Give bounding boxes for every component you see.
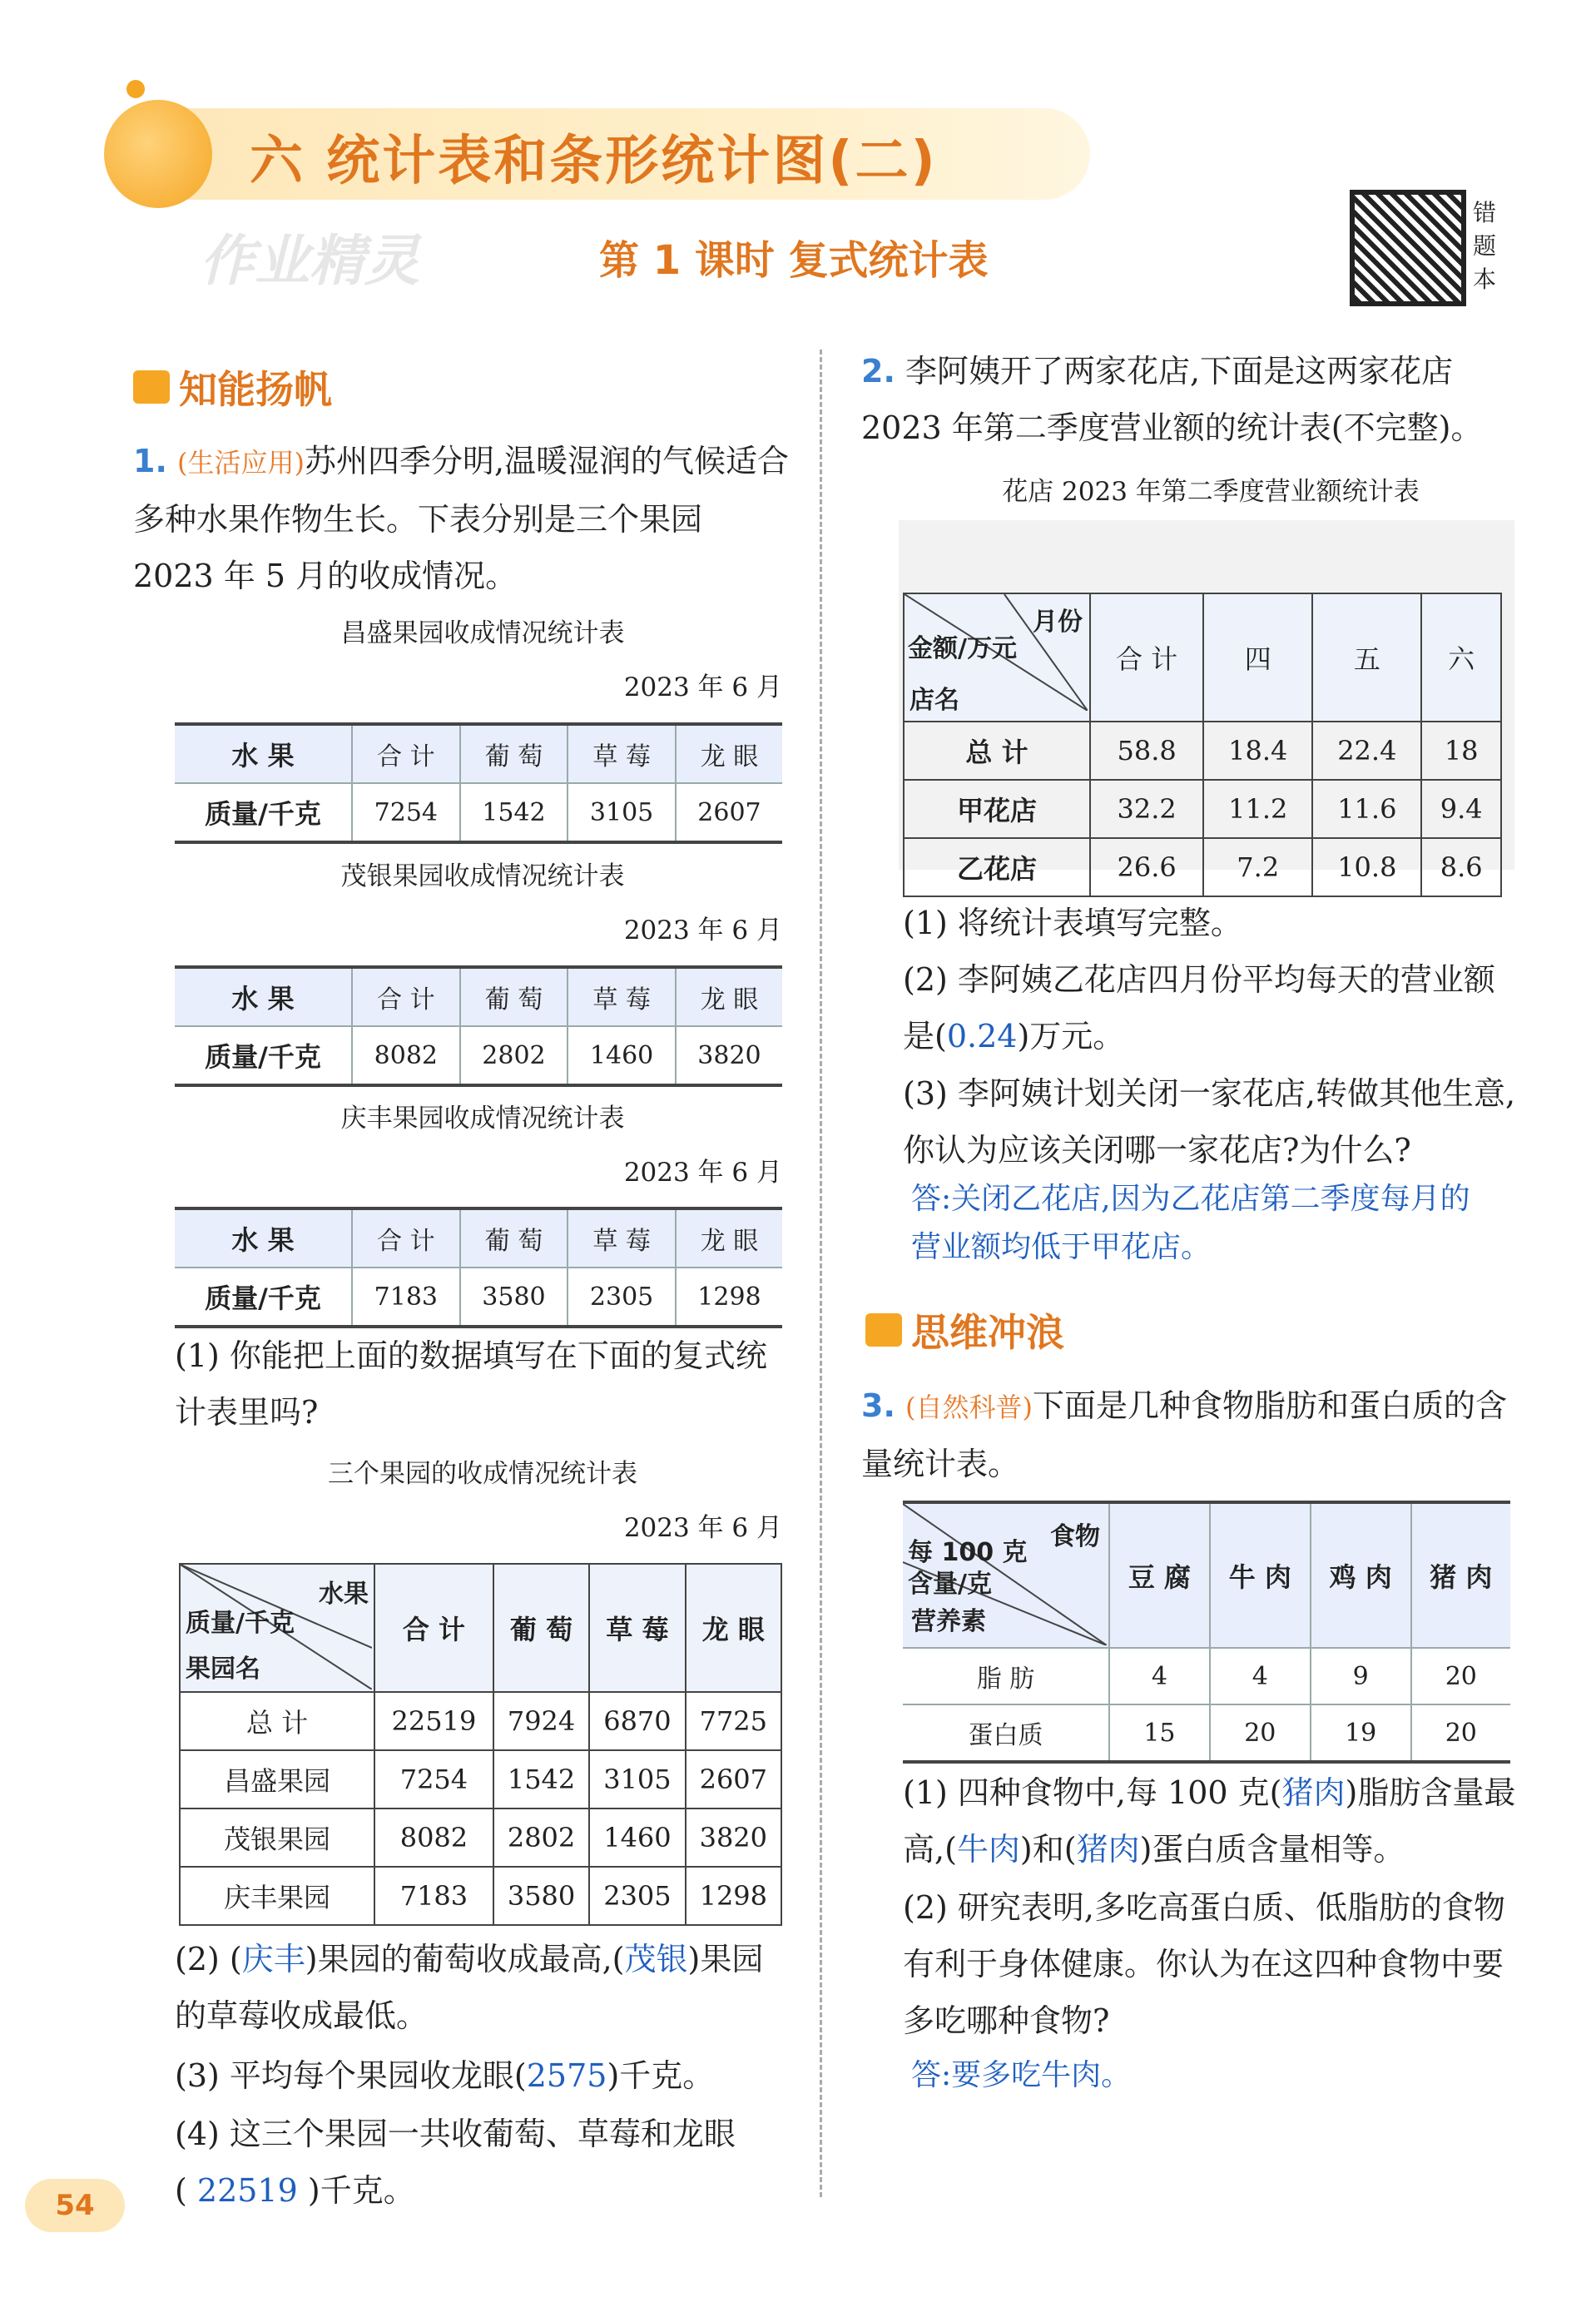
flower-shop-table (903, 593, 1502, 897)
value-cell: 2802 (493, 1808, 589, 1867)
value-cell: 2305 (589, 1867, 685, 1925)
data-table (175, 722, 782, 844)
question-number: 1. (133, 443, 167, 479)
answer-text: 答:关闭乙花店,因为乙花店第二季度每月的营业额均低于甲花店。 (911, 1182, 1470, 1264)
section-heading: 知能扬帆 (179, 367, 332, 412)
value-cell: 4 (1210, 1648, 1311, 1704)
value-cell: 1542 (493, 1750, 589, 1808)
diagonal-header (180, 1564, 374, 1692)
row-label: 总 计 (180, 1692, 374, 1750)
corner-bottom: 营养素 (911, 1607, 986, 1636)
answer: 2575 (526, 2057, 607, 2094)
header-cell: 龙 眼 (676, 1208, 782, 1268)
column-header: 猪 肉 (1430, 1561, 1493, 1593)
header-cell: 草 莓 (568, 724, 676, 783)
value-cell: 32.2 (1090, 780, 1203, 838)
value-cell: 11.2 (1203, 780, 1312, 838)
column-header: 合 计 (1090, 593, 1203, 722)
value-cell: 20 (1210, 1704, 1311, 1762)
value-cell: 4 (1109, 1648, 1210, 1704)
answer: 庆丰 (241, 1941, 305, 1977)
corner-top: 月份 (1033, 608, 1083, 637)
question-number: 2. (861, 353, 895, 389)
table-title: 庆丰果园收成情况统计表 (340, 1104, 625, 1134)
question-number: 3. (861, 1387, 895, 1424)
row-label: 乙花店 (904, 838, 1090, 896)
value-cell: 7725 (686, 1692, 781, 1750)
question-2 (861, 343, 1519, 456)
column-header: 葡 萄 (493, 1564, 589, 1692)
value-cell: 2607 (676, 783, 782, 842)
answer: 22519 (196, 2172, 298, 2209)
value-cell: 20 (1411, 1648, 1510, 1704)
value-cell: 8.6 (1421, 838, 1501, 896)
column-header: 豆 腐 (1109, 1502, 1210, 1648)
text-segment: (2) ( (175, 1941, 242, 1977)
sub-question-2: (2) 研究表明,多吃高蛋白质、低脂肪的食物有利于身体健康。你认为在这四种食物中要多吃哪种食物? (903, 1889, 1505, 2039)
header-cell: 龙 眼 (676, 724, 782, 783)
column-header: 合 计 (374, 1564, 493, 1692)
corner-mid: 质量/千克 (186, 1609, 295, 1638)
question-text: 李阿姨开了两家花店,下面是这两家花店 2023 年第二季度营业额的统计表(不完整)。 (861, 353, 1483, 446)
corner-bottom: 果园名 (186, 1655, 260, 1684)
row-label: 庆丰果园 (180, 1867, 374, 1925)
answer: 茂银 (624, 1941, 688, 1977)
value-cell: 7183 (352, 1268, 460, 1327)
sail-icon (133, 370, 170, 404)
column-header: 草 莓 (589, 1564, 685, 1692)
value-cell: 58.8 (1090, 722, 1203, 780)
text-segment: )果园的草莓收成最低。 (175, 1941, 764, 2034)
header-cell: 合 计 (352, 724, 460, 783)
value-cell: 1460 (568, 1026, 676, 1085)
sub-question-3 (175, 2047, 791, 2104)
text-segment: )和( (1019, 1831, 1077, 1868)
text-segment: )千克。 (607, 2057, 715, 2094)
qr-label: 错题本 (1473, 199, 1497, 293)
value-cell: 3580 (493, 1867, 589, 1925)
sub-question-4: (4) 这三个果园一共收葡萄、草莓和龙眼 ( 22519 )千克。 (175, 2116, 736, 2209)
answer: 牛肉 (956, 1831, 1020, 1868)
value-cell: 3820 (676, 1026, 782, 1085)
value-cell: 9 (1311, 1648, 1411, 1704)
answer: 猪肉 (1076, 1831, 1140, 1868)
header-cell: 草 莓 (568, 967, 676, 1026)
value-cell: 8082 (352, 1026, 460, 1085)
value-cell: 8082 (374, 1808, 493, 1867)
sub-question-3: (3) 李阿姨计划关闭一家花店,转做其他生意,你认为应该关闭哪一家花店?为什么? (903, 1075, 1516, 1168)
value-cell: 7.2 (1203, 838, 1312, 896)
row-label: 质量/千克 (175, 783, 352, 842)
header-cell: 龙 眼 (676, 967, 782, 1026)
column-header: 五 (1312, 593, 1421, 722)
question-1 (133, 433, 791, 604)
corner-mid: 每 100 克含量/克 (908, 1538, 1028, 1599)
row-label: 茂银果园 (180, 1808, 374, 1867)
value-cell: 22519 (374, 1692, 493, 1750)
value-cell: 18 (1421, 722, 1501, 780)
page-number: 54 (25, 2179, 125, 2232)
chapter-title: 六 统计表和条形统计图(二) (250, 131, 938, 192)
diagonal-header (903, 1502, 1109, 1648)
value-cell: 19 (1311, 1704, 1411, 1762)
corner-top: 水果 (319, 1580, 369, 1609)
header-cell: 合 计 (352, 1208, 460, 1268)
table-date: 2023 年 6 月 (623, 672, 782, 702)
column-divider (820, 350, 822, 2197)
answer: 猪肉 (1281, 1774, 1346, 1811)
column-header: 六 (1421, 593, 1501, 722)
value-cell: 7254 (374, 1750, 493, 1808)
value-cell: 22.4 (1312, 722, 1421, 780)
sub-question-1: (1) 将统计表填写完整。 (903, 905, 1242, 941)
table-date: 2023 年 6 月 (623, 1513, 782, 1543)
value-cell: 11.6 (1312, 780, 1421, 838)
value-cell: 10.8 (1312, 838, 1421, 896)
value-cell: 3580 (460, 1268, 568, 1327)
table-date: 2023 年 6 月 (623, 1158, 782, 1188)
value-cell: 6870 (589, 1692, 685, 1750)
watermark-logo: 作业精灵 (200, 229, 419, 293)
header-cell: 水 果 (175, 724, 352, 783)
sun-antenna-icon (126, 80, 145, 98)
qr-code-icon[interactable] (1350, 190, 1466, 306)
text-segment: (4) 这三个果园一共收葡萄、草莓和龙眼 (175, 2116, 736, 2152)
diagonal-header (904, 593, 1090, 722)
value-cell: 9.4 (1421, 780, 1501, 838)
corner-mid: 金额/万元 (908, 634, 1017, 663)
question-text: 苏州四季分明,温暖湿润的气候适合多种水果作物生长。下表分别是三个果园 2023 年 5 月的收成情况。 (133, 443, 790, 594)
value-cell: 26.6 (1090, 838, 1203, 896)
answer: 0.24 (946, 1018, 1018, 1054)
question-tag: (自然科普) (905, 1392, 1033, 1423)
text-segment: )果园的葡萄收成最高,( (305, 1941, 625, 1977)
header-cell: 草 莓 (568, 1208, 676, 1268)
sub-question-2 (903, 951, 1519, 1064)
row-label: 总 计 (904, 722, 1090, 780)
data-table (175, 1207, 782, 1328)
value-cell: 1298 (676, 1268, 782, 1327)
sub-question-2 (175, 1931, 791, 2044)
sun-mascot-icon (104, 100, 212, 208)
column-header: 牛 肉 (1210, 1502, 1311, 1648)
text-segment: (3) 平均每个果园收龙眼( (175, 2057, 527, 2094)
nutrition-table (903, 1501, 1510, 1764)
table-title: 花店 2023 年第二季度营业额统计表 (1002, 477, 1420, 507)
row-label: 质量/千克 (175, 1026, 352, 1085)
text-segment: )千克。 (307, 2172, 415, 2209)
question-text: 下面是几种食物脂肪和蛋白质的含量统计表。 (861, 1387, 1507, 1482)
row-label: 质量/千克 (175, 1268, 352, 1327)
sub-question-1: (1) 你能把上面的数据填写在下面的复式统计表里吗? (175, 1337, 767, 1431)
text-segment: )蛋白质含量相等。 (1139, 1831, 1405, 1868)
header-cell: 葡 萄 (460, 724, 568, 783)
value-cell: 7924 (493, 1692, 589, 1750)
value-cell: 1460 (589, 1808, 685, 1867)
column-header: 四 (1203, 593, 1312, 722)
value-cell: 2802 (460, 1026, 568, 1085)
corner-top: 食物 (1050, 1522, 1100, 1551)
header-cell: 水 果 (175, 1208, 352, 1268)
header-cell: 水 果 (175, 967, 352, 1026)
question-3 (861, 1377, 1519, 1492)
lesson-title: 第 1 课时 复式统计表 (599, 237, 989, 284)
header-cell: 葡 萄 (460, 1208, 568, 1268)
value-cell: 2305 (568, 1268, 676, 1327)
row-label: 蛋白质 (903, 1704, 1109, 1762)
header-cell: 合 计 (352, 967, 460, 1026)
section-heading: 思维冲浪 (911, 1310, 1064, 1355)
value-cell: 3105 (589, 1750, 685, 1808)
value-cell: 20 (1411, 1704, 1510, 1762)
value-cell: 3105 (568, 783, 676, 842)
text-segment: )万元。 (1017, 1018, 1125, 1054)
value-cell: 3820 (686, 1808, 781, 1867)
table-title: 茂银果园收成情况统计表 (340, 861, 625, 891)
text-segment: (1) 四种食物中,每 100 克( (903, 1774, 1282, 1811)
data-table (175, 965, 782, 1087)
row-label: 甲花店 (904, 780, 1090, 838)
corner-bottom: 店名 (910, 686, 959, 715)
row-label: 脂 肪 (903, 1648, 1109, 1704)
value-cell: 7183 (374, 1867, 493, 1925)
text-segment: (2) 李阿姨乙花店四月份平均每天的营业额是( (903, 961, 1495, 1054)
column-header: 鸡 肉 (1311, 1502, 1411, 1648)
table-date: 2023 年 6 月 (623, 915, 782, 945)
value-cell: 1542 (460, 783, 568, 842)
combined-table (179, 1563, 782, 1926)
value-cell: 18.4 (1203, 722, 1312, 780)
value-cell: 2607 (686, 1750, 781, 1808)
header-cell: 葡 萄 (460, 967, 568, 1026)
value-cell: 1298 (686, 1867, 781, 1925)
value-cell: 15 (1109, 1704, 1210, 1762)
table-title: 三个果园的收成情况统计表 (328, 1459, 637, 1489)
row-label: 昌盛果园 (180, 1750, 374, 1808)
table-title: 昌盛果园收成情况统计表 (340, 618, 625, 648)
value-cell: 7254 (352, 783, 460, 842)
sub-question-1 (903, 1764, 1519, 1878)
question-tag: (生活应用) (176, 447, 305, 479)
wave-icon (865, 1313, 902, 1347)
text-segment: )脂肪含量最高,( (903, 1774, 1516, 1868)
column-header: 龙 眼 (686, 1564, 781, 1692)
answer-text: 答:要多吃牛肉。 (911, 2058, 1132, 2092)
